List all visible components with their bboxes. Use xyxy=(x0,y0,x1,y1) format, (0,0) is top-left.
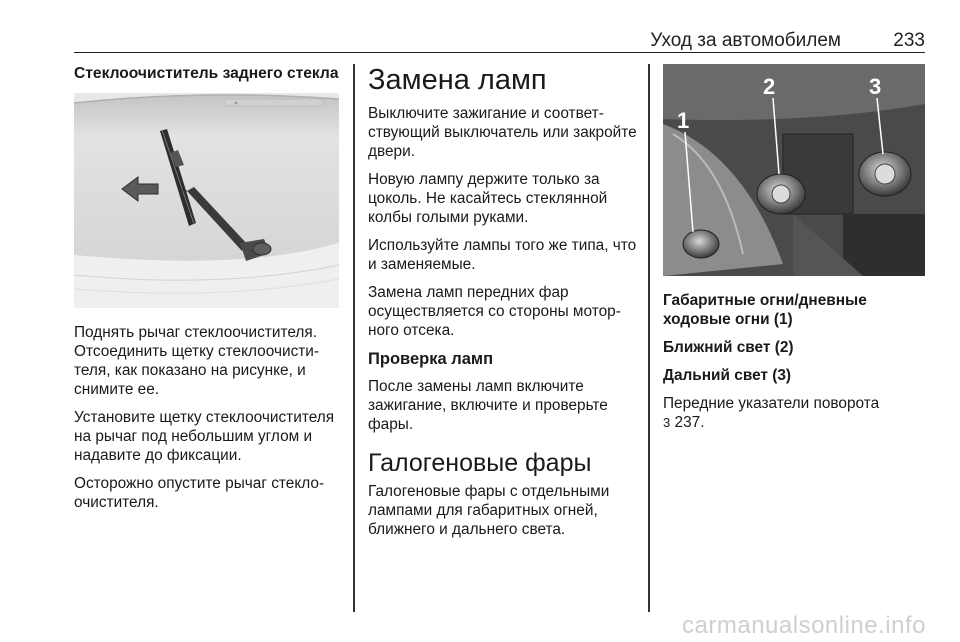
column-divider-2 xyxy=(648,64,650,612)
rear-wiper-heading: Стеклоочиститель заднего стекла xyxy=(74,65,339,82)
engine-bay-photo xyxy=(663,64,925,276)
column-divider-1 xyxy=(353,64,355,612)
bulb-replacement-heading: Замена ламп xyxy=(368,64,547,96)
low-beam-label: Ближний свет (2) xyxy=(663,339,794,356)
halogen-text: Галогеновые фары с отдельными лампами для габаритных огней, ближнего и дальнего света. xyxy=(368,483,610,538)
turn-signals-label: Передние указатели поворота xyxy=(663,395,880,412)
column-rear-wiper xyxy=(74,64,344,521)
bulb-text-3: Используйте лампы того же типа, что и заменяемые. xyxy=(368,237,637,273)
bulb-text-1: Выключите зажигание и соответствующий выключатель или закройте двери. xyxy=(368,105,637,160)
callout-2: 2 xyxy=(763,74,776,99)
column-headlamp-bulbs xyxy=(663,64,925,441)
turn-signals-page-link[interactable]: 237. xyxy=(674,414,705,431)
rear-wiper-text-1: Поднять рычаг стеклоочистителя. Отсоединить щетку стеклоочистителя, как показано на рисунке, и снимите ее. xyxy=(74,324,320,398)
callout-1: 1 xyxy=(677,108,690,133)
high-beam-label: Дальний свет (3) xyxy=(663,367,792,384)
halogen-heading: Галогеновые фары xyxy=(368,449,592,477)
watermark: carmanualsonline.info xyxy=(682,612,926,639)
bulb-check-text: После замены ламп включите зажигание, включите и проверьте фары. xyxy=(368,378,608,433)
bulb-check-heading: Проверка ламп xyxy=(368,350,494,368)
turn-signals-text xyxy=(663,394,925,432)
rear-wiper-text-2: Установите щетку стеклоочистителя на рычаг под небольшим углом и надавите до фиксации. xyxy=(74,409,335,464)
rear-wiper-text-3: Осторожно опустите рычаг стеклоочистителя. xyxy=(74,475,325,511)
rear-wiper-illustration xyxy=(74,93,339,308)
page-title: Уход за автомобилем xyxy=(650,30,841,51)
column-bulb-replacement xyxy=(368,64,640,548)
bulb-text-4: Замена ламп передних фар осуществляется со стороны моторного отсека. xyxy=(368,284,621,339)
page-header xyxy=(74,28,925,53)
page-reference-arrow-icon: 3 xyxy=(663,415,671,430)
position-lights-label: Габаритные огни/дневные ходовые огни (1) xyxy=(663,292,867,328)
callout-3: 3 xyxy=(869,74,882,99)
bulb-text-2: Новую лампу держите только за цоколь. Не касайтесь стеклянной колбы голыми руками. xyxy=(368,171,608,226)
page-number: 233 xyxy=(893,30,925,51)
